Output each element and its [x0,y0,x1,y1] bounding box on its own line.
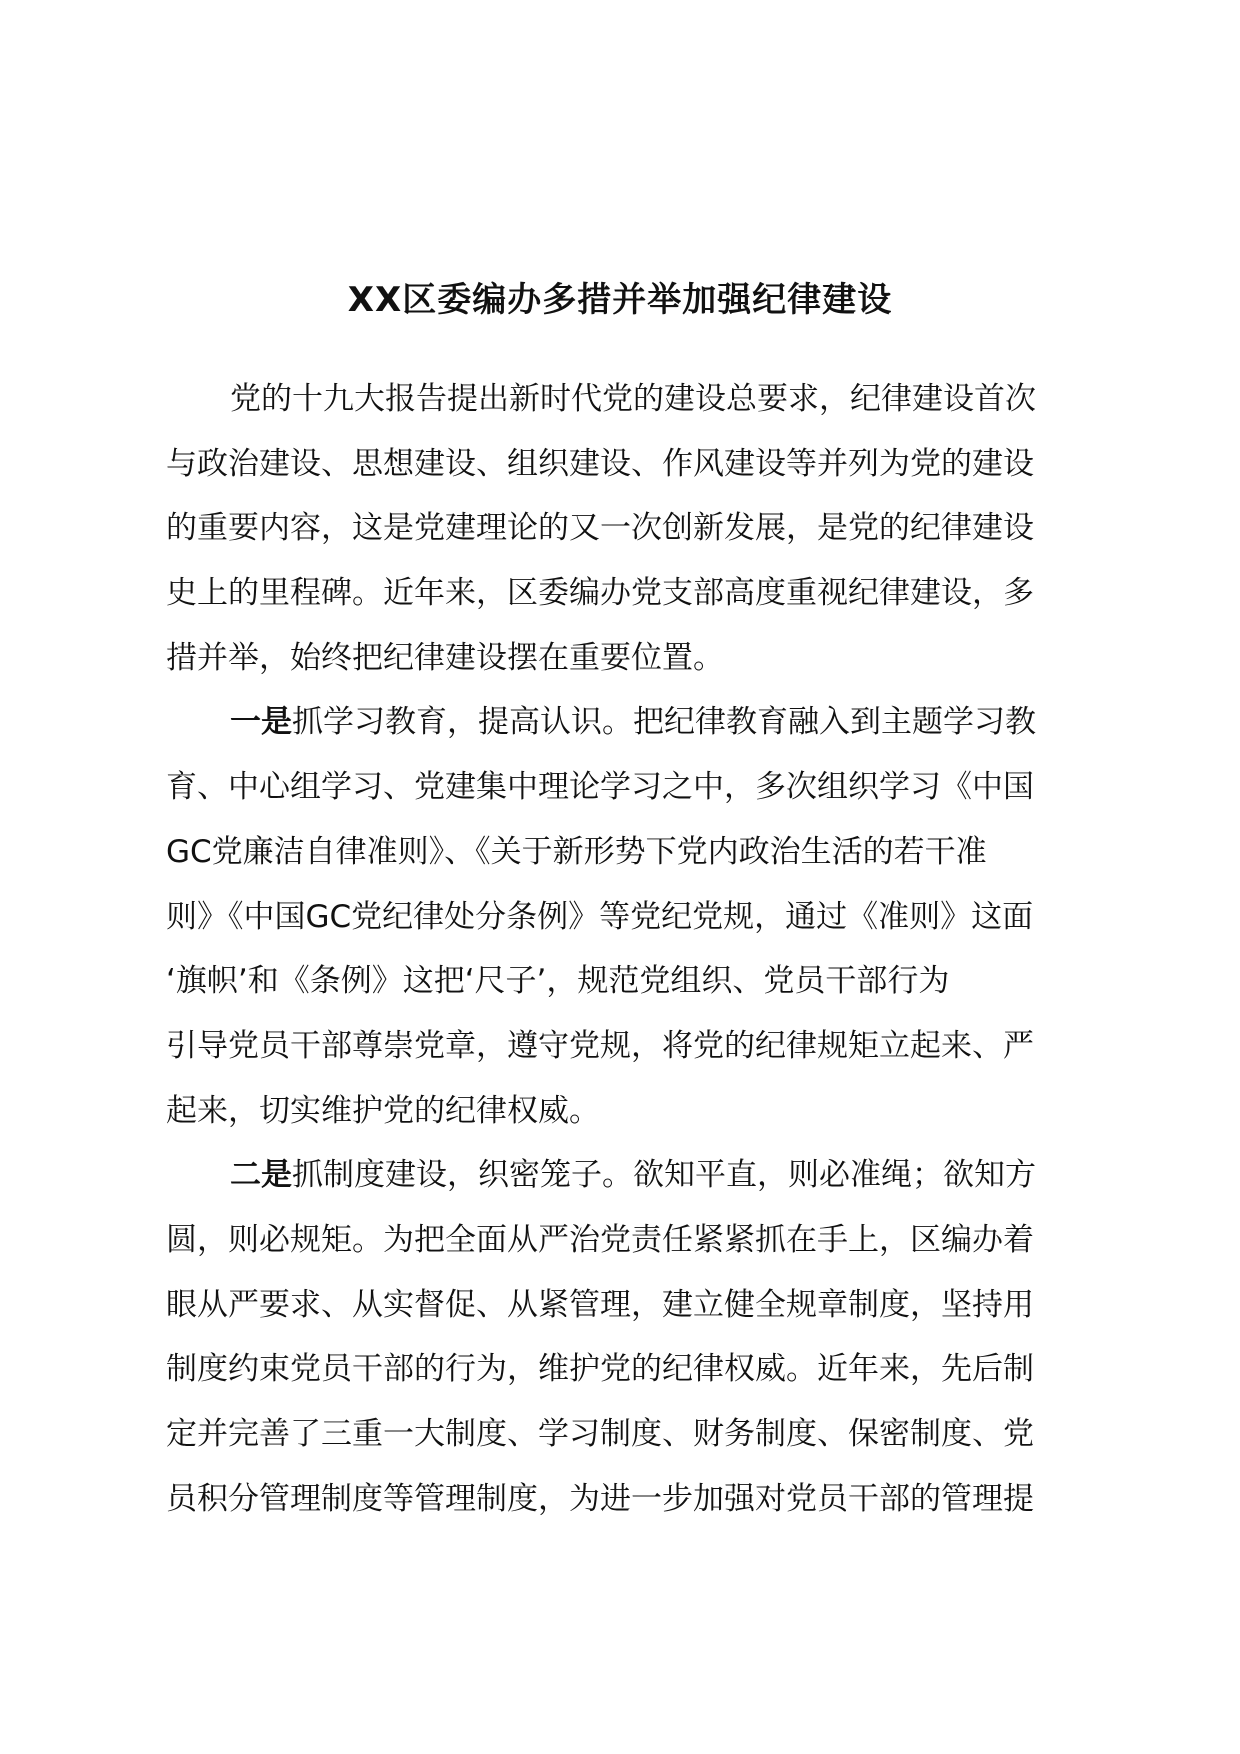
paragraph-3-line-1 [166,1143,1096,1208]
paragraph-2-line-1-text: 抓学习教育，提高认识。把纪律教育融入到主题学习教 [292,704,1036,741]
paragraph-1-line-5: 措并举，始终把纪律建设摆在重要位置。 [166,639,724,676]
document-title: XX区委编办多措并举加强纪律建设 [347,280,893,320]
paragraph-2-line-7: 起来，切实维护党的纪律权威。 [166,1092,600,1129]
paragraph-3-line-1-text: 抓制度建设，织密笼子。欲知平直，则必准绳；欲知方 [292,1157,1036,1194]
paragraph-3-lead: 二是 [230,1157,292,1194]
paragraph-1-line-2: 与政治建设、思想建设、组织建设、作风建设等并列为党的建设 [166,445,1034,482]
paragraph-1-line-4: 史上的里程碑。近年来，区委编办党支部高度重视纪律建设，多 [166,575,1034,612]
paragraph-2-line-6: 引导党员干部尊崇党章，遵守党规，将党的纪律规矩立起来、严 [166,1027,1034,1064]
paragraph-3-line-2: 圆，则必规矩。为把全面从严治党责任紧紧抓在手上，区编办着 [166,1221,1034,1258]
paragraph-3-line-4: 制度约束党员干部的行为，维护党的纪律权威。近年来，先后制 [166,1351,1034,1388]
document-body [166,367,1096,1531]
paragraph-2-line-3: GC党廉洁自律准则》、《关于新形势下党内政治生活的若干准 [166,833,987,870]
paragraph-1-line-1: 党的十九大报告提出新时代党的建设总要求，纪律建设首次 [230,381,1036,417]
paragraph-2-line-2: 育、中心组学习、党建集中理论学习之中，多次组织学习《中国 [166,769,1034,806]
paragraph-2-lead: 一是 [230,704,292,741]
paragraph-2-line-5: ‘旗帜’和《条例》这把‘尺子’，规范党组织、党员干部行为 [166,963,950,1000]
paragraph-2-line-1 [166,690,1096,755]
paragraph-1-line-3: 的重要内容，这是党建理论的又一次创新发展，是党的纪律建设 [166,510,1034,547]
paragraph-3-line-6: 员积分管理制度等管理制度，为进一步加强对党员干部的管理提 [166,1480,1034,1517]
paragraph-2-line-4: 则》《中国GC党纪律处分条例》等党纪党规，通过《准则》这面 [166,898,1034,935]
paragraph-3-line-3: 眼从严要求、从实督促、从紧管理，建立健全规章制度，坚持用 [166,1286,1034,1323]
paragraph-3-line-5: 定并完善了三重一大制度、学习制度、财务制度、保密制度、党 [166,1416,1034,1452]
